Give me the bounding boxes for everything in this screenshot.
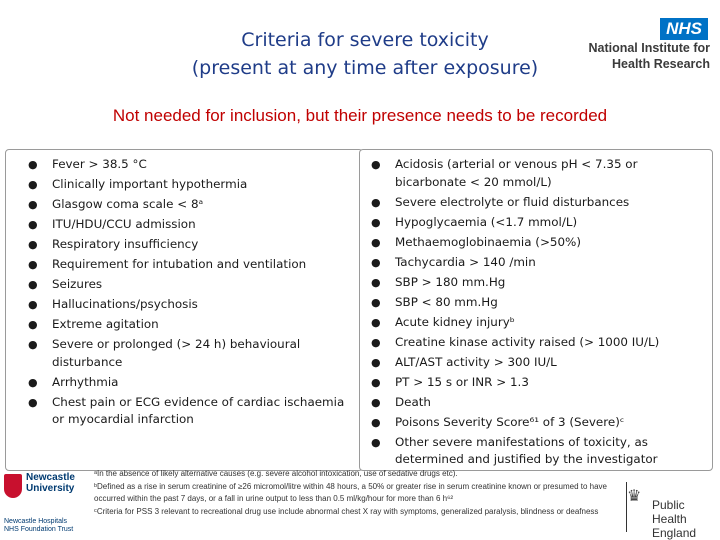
list-item: ● Creatine kinase activity raised (> 1000 IU/L) [360,334,704,352]
left-criteria-panel [5,149,363,471]
list-item: ● ITU/HDU/CCU admission [16,216,358,234]
list-item: ● Acidosis (arterial or venous pH < 7.35 or bicarbonate < 20 mmol/L) [371,157,638,189]
bullet-icon: ● [371,255,381,269]
right-criteria-panel [359,149,713,471]
list-item: ● Hypoglycaemia (<1.7 mmol/L) [360,214,704,232]
bullet-icon: ● [371,158,381,171]
bullet-icon: ● [371,275,381,289]
slide-subtitle: Not needed for inclusion, but their presence needs to be recorded [112,106,608,125]
list-item: ● Respiratory insufficiency [16,236,358,254]
left-criteria-list [6,150,362,429]
bullet-icon: ● [28,158,38,171]
bullet-icon: ● [28,338,38,351]
bullet-icon: ● [371,355,381,369]
bullet-icon: ● [371,235,381,249]
right-criteria-list [360,150,712,469]
list-item: ● Hallucinations/psychosis [16,296,358,314]
list-item: ● Glasgow coma scale < 8ᵃ [16,196,358,214]
footnote-c: ᶜCriteria for PSS 3 relevant to recreational drug use include abnormal chest X ray with symptoms, generalized paralysis, blindness or deafness [94,506,599,516]
bullet-icon: ● [371,415,381,429]
footnote-a: ᵃIn the absence of likely alternative causes (e.g. severe alcohol intoxication, use of sedative drugs etc). [94,469,458,478]
list-item: ● SBP > 180 mm.Hg [360,274,704,292]
footer [0,470,720,540]
slide-title [150,26,580,82]
bullet-icon: ● [28,238,38,251]
bullet-icon: ● [28,278,38,291]
nihr-line-2: Health Research [612,57,710,71]
list-item: ● Seizures [16,276,358,294]
list-item: ● Other severe manifestations of toxicity, as determined and justified by the investigator [371,434,658,466]
bullet-icon: ● [371,195,381,209]
list-item: ● Requirement for intubation and ventilation [16,256,358,274]
list-item: ● Severe electrolyte or fluid disturbances [360,194,704,212]
list-item: ● ALT/AST activity > 300 IU/L [360,354,704,372]
list-item: ● Death [360,394,704,412]
list-item: ● Methaemoglobinaemia (>50%) [360,234,704,252]
list-item: ● Poisons Severity Score⁶¹ of 3 (Severe)ᶜ [360,414,704,432]
bullet-icon: ● [28,218,38,231]
bullet-icon: ● [28,178,38,191]
list-item: ● Clinically important hypothermia [16,176,358,194]
list-item: ● Fever > 38.5 °C [16,156,358,174]
bullet-icon: ● [28,258,38,271]
newcastle-university-name: Newcastle University [26,472,75,494]
bullet-icon: ● [28,375,38,389]
bullet-icon: ● [371,215,381,229]
list-item: ● PT > 15 s or INR > 1.3 [360,374,704,392]
newcastle-logo [4,472,92,532]
bullet-icon: ● [371,335,381,349]
bullet-icon: ● [371,315,381,329]
bullet-icon: ● [28,395,38,409]
footnotes [94,468,614,518]
list-item: ● Acute kidney injuryᵇ [360,314,704,332]
phe-name: Public Health England [652,498,697,540]
bullet-icon: ● [371,375,381,389]
crest-icon: ♛ [626,482,645,532]
list-item: ● SBP < 80 mm.Hg [360,294,704,312]
bullet-icon: ● [28,298,38,311]
nihr-line-1: National Institute for [588,41,710,55]
list-item: ● Tachycardia > 140 /min [360,254,704,272]
list-item: ● Extreme agitation [16,316,358,334]
shield-icon [4,474,22,498]
bullet-icon: ● [371,395,381,409]
bullet-icon: ● [371,295,381,309]
bullet-icon: ● [28,318,38,331]
newcastle-hospitals-name: Newcastle Hospitals NHS Foundation Trust [4,518,74,533]
nhs-logo: NHS [660,18,708,40]
list-item: ● Arrhythmia [16,374,358,392]
nihr-logo-text [588,40,710,72]
bullet-icon: ● [28,198,38,211]
list-item: ● Severe or prolonged (> 24 h) behavioural disturbance [28,337,301,369]
bullet-icon: ● [371,435,381,449]
list-item: ● Chest pain or ECG evidence of cardiac ischaemia or myocardial infarction [28,394,345,426]
title-line-2: (present at any time after exposure) [191,57,539,79]
title-line-1: Criteria for severe toxicity [241,29,489,51]
footnote-b: ᵇDefined as a rise in serum creatinine of ≥26 micromol/litre within 48 hours, a 50% or greater rise in serum creatinine known or presumed to have occurred within the past 7 days, or a fall in urine output to less than 0.5 ml/kg/hour for more than 6 h⁶² [94,481,607,503]
